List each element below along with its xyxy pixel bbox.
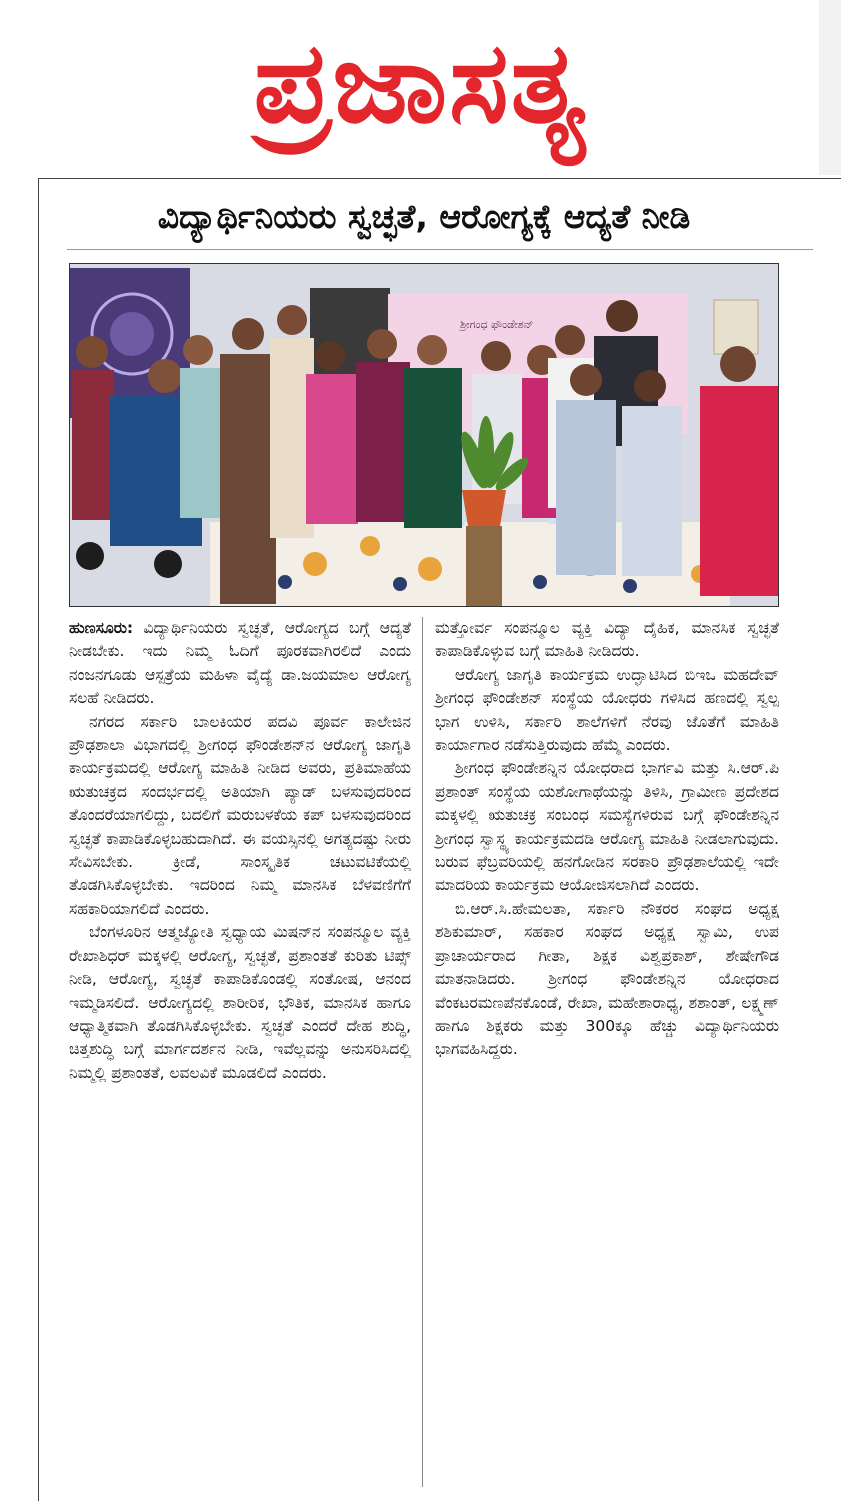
article-paragraph: ಆರೋಗ್ಯ ಜಾಗೃತಿ ಕಾರ್ಯಕ್ರಮ ಉದ್ಘಾಟಿಸಿದ ಬಿಇಒ ಮಹದೇವ್ ಶ್ರೀಗಂಧ ಫೌಂಡೇಶನ್ ಸಂಸ್ಥೆಯ ಯೋಧರು ಗಳಿಸಿದ ಹಣದಲ್ಲಿ ಸ್ವಲ್ಪ ಭಾಗ ಉಳಿಸಿ, ಸರ್ಕಾರಿ ಶಾಲೆಗಳಿಗೆ ನೆರವು ಜೊತೆಗೆ ಮಾಹಿತಿ ಕಾರ್ಯಾಗಾರ ನಡೆಸುತ್ತಿರುವುದು ಹೆಮ್ಮೆ ಎಂದರು. [435,665,779,755]
photo-banner-text: ಶ್ರೀಗಂಧ ಫೌಂಡೇಶನ್ [460,318,534,331]
newspaper-logo: ಪ್ರಜಾಸತ್ಯ [253,18,588,148]
paragraph-text: ವಿದ್ಯಾರ್ಥಿನಿಯರು ಸ್ವಚ್ಛತೆ, ಆರೋಗ್ಯದ ಬಗ್ಗೆ ಆದ್ಯತೆ ನೀಡಬೇಕು. ಇದು ನಿಮ್ಮ ಓದಿಗೆ ಪೂರಕವಾಗಿರಲಿದೆ ಎಂದು ನಂಜನಗೂಡು ಆಸ್ಪತ್ರೆಯ ಮಹಿಳಾ ವೈದ್ಯೆ ಡಾ.ಜಯಮಾಲ ಆರೋಗ್ಯ ಸಲಹೆ ನೀಡಿದರು. [69,619,411,708]
newspaper-masthead [0,0,841,175]
article-paragraph: ಶ್ರೀಗಂಧ ಫೌಂಡೇಶನ್ನಿನ ಯೋಧರಾದ ಭಾರ್ಗವಿ ಮತ್ತು ಸಿ.ಆರ್.ಪಿ ಪ್ರಶಾಂತ್ ಸಂಸ್ಥೆಯ ಯಶೋಗಾಥೆಯನ್ನು ತಿಳಿಸಿ, ಗ್ರಾಮೀಣ ಪ್ರದೇಶದ ಮಕ್ಕಳಲ್ಲಿ ಋತುಚಕ್ರ ಸಂಬಂಧ ಸಮಸ್ಯೆಗಳಿರುವ ಬಗ್ಗೆ ಫೌಂಡೇಶನ್ನಿನ ಶ್ರೀಗಂಧ ಸ್ವಾಸ್ಥ್ಯ ಕಾರ್ಯಕ್ರಮದಡಿ ಆರೋಗ್ಯ ಮಾಹಿತಿ ನೀಡಲಾಗುವುದು. ಬರುವ ಫೆಬ್ರವರಿಯಲ್ಲಿ ಹನಗೋಡಿನ ಸರಕಾರಿ ಪ್ರೌಢಶಾಲೆಯಲ್ಲಿ ಇದೇ ಮಾದರಿಯ ಕಾರ್ಯಕ್ರಮ ಆಯೋಜಿಸಲಾಗಿದೆ ಎಂದರು. [435,759,779,895]
article-dateline: ಹುಣಸೂರು: [69,619,134,637]
event-photo-illustration [70,264,778,606]
article-headline: ವಿದ್ಯಾರ್ಥಿನಿಯರು ಸ್ವಚ್ಛತೆ, ಆರೋಗ್ಯಕ್ಕೆ ಆದ್ಯತೆ ನೀಡಿ [157,197,691,236]
page-edge-shade [819,0,841,175]
column-divider [422,617,423,1487]
event-photo [69,263,779,607]
article-left-column [69,617,411,1085]
headline-divider [67,249,813,250]
news-article [38,178,841,1501]
article-paragraph: ಬಿ.ಆರ್.ಸಿ.ಹೇಮಲತಾ, ಸರ್ಕಾರಿ ನೌಕರರ ಸಂಘದ ಅಧ್ಯಕ್ಷ ಶಶಿಕುಮಾರ್, ಸಹಕಾರ ಸಂಘದ ಅಧ್ಯಕ್ಷ ಸ್ವಾಮಿ, ಉಪ ಪ್ರಾಚಾರ್ಯರಾದ ಗೀತಾ, ಶಿಕ್ಷಕ ವಿಶ್ವಪ್ರಕಾಶ್, ಶೇಷೇಗೌಡ ಮಾತನಾಡಿದರು. ಶ್ರೀಗಂಧ ಫೌಂಡೇಶನ್ನಿನ ಯೋಧರಾದ ವೆಂಕಟರಮಣಪೆನಕೊಂಡೆ, ರೇಖಾ, ಮಹೇಶಾರಾಧ್ಯ, ಶಶಾಂತ್, ಲಕ್ಷ್ಮಣ್ ಹಾಗೂ ಶಿಕ್ಷಕರು ಮತ್ತು 300ಕ್ಕೂ ಹೆಚ್ಚು ವಿದ್ಯಾರ್ಥಿನಿಯರು ಭಾಗವಹಿಸಿದ್ದರು. [435,899,779,1059]
article-paragraph: ಬೆಂಗಳೂರಿನ ಆತ್ಮಜ್ಯೋತಿ ಸ್ವಧ್ಯಾಯ ಮಿಷನ್‌ನ ಸಂಪನ್ಮೂಲ ವ್ಯಕ್ತಿ ರೇಖಾಶಿಧರ್ ಮಕ್ಕಳಲ್ಲಿ ಆರೋಗ್ಯ, ಸ್ವಚ್ಛತೆ, ಪ್ರಶಾಂತತೆ ಕುರಿತು ಟಿಪ್ಸ್ ನೀಡಿ, ಆರೋಗ್ಯ, ಸ್ವಚ್ಛತೆ ಕಾಪಾಡಿಕೊಂಡಲ್ಲಿ ಸಂತೋಷ, ಆನಂದ ಇಮ್ಮಡಿಸಲಿದೆ. ಆರೋಗ್ಯದಲ್ಲಿ ಶಾರೀರಿಕ, ಭೌತಿಕ, ಮಾನಸಿಕ ಹಾಗೂ ಆಧ್ಯಾತ್ಮಿಕವಾಗಿ ತೊಡಗಿಸಿಕೊಳ್ಳಬೇಕು. ಸ್ವಚ್ಛತೆ ಎಂದರೆ ದೇಹ ಶುದ್ಧಿ, ಚಿತ್ತಶುದ್ಧಿ ಬಗ್ಗೆ ಮಾರ್ಗದರ್ಶನ ನೀಡಿ, ಇವೆಲ್ಲವನ್ನು ಅನುಸರಿಸಿದಲ್ಲಿ ನಿಮ್ಮಲ್ಲಿ ಪ್ರಶಾಂತತೆ, ಲವಲವಿಕೆ ಮೂಡಲಿದೆ ಎಂದರು. [69,923,411,1082]
article-paragraph [69,617,411,711]
article-right-column [435,617,779,1062]
article-paragraph: ನಗರದ ಸರ್ಕಾರಿ ಬಾಲಕಿಯರ ಪದವಿ ಪೂರ್ವ ಕಾಲೇಜಿನ ಪ್ರೌಢಶಾಲಾ ವಿಭಾಗದಲ್ಲಿ ಶ್ರೀಗಂಧ ಫೌಂಡೇಶನ್‌ನ ಆರೋಗ್ಯ ಜಾಗೃತಿ ಕಾರ್ಯಕ್ರಮದಲ್ಲಿ ಆರೋಗ್ಯ ಮಾಹಿತಿ ನೀಡಿದ ಅವರು, ಪ್ರತಿಮಾಹೆಯ ಋತುಚಕ್ರದ ಸಂದರ್ಭದಲ್ಲಿ ಅತಿಯಾಗಿ ಪ್ಯಾಡ್ ಬಳಸುವುದರಿಂದ ತೊಂದರೆಯಾಗಲಿದ್ದು, ಬದಲಿಗೆ ಮರುಬಳಕೆಯ ಕಪ್ ಬಳಸುವುದರಿಂದ ಸ್ವಚ್ಛತೆ ಕಾಪಾಡಿಕೊಳ್ಳಬಹುದಾಗಿದೆ. ಈ ವಯಸ್ಸಿನಲ್ಲಿ ಅಗತ್ಯದಷ್ಟು ನೀರು ಸೇವಿಸಬೇಕು. ಕ್ರೀಡೆ, ಸಾಂಸ್ಕೃತಿಕ ಚಟುವಟಿಕೆಯಲ್ಲಿ ತೊಡಗಿಸಿಕೊಳ್ಳಬೇಕು. ಇದರಿಂದ ನಿಮ್ಮ ಮಾನಸಿಕ ಬೆಳವಣಿಗೆಗೆ ಸಹಕಾರಿಯಾಗಲಿದೆ ಎಂದರು. [69,712,411,918]
article-paragraph: ಮತ್ತೋರ್ವ ಸಂಪನ್ಮೂಲ ವ್ಯಕ್ತಿ ವಿದ್ಯಾ ದೈಹಿಕ, ಮಾನಸಿಕ ಸ್ವಚ್ಛತೆ ಕಾಪಾಡಿಕೊಳ್ಳುವ ಬಗ್ಗೆ ಮಾಹಿತಿ ನೀಡಿದರು. [435,619,779,661]
